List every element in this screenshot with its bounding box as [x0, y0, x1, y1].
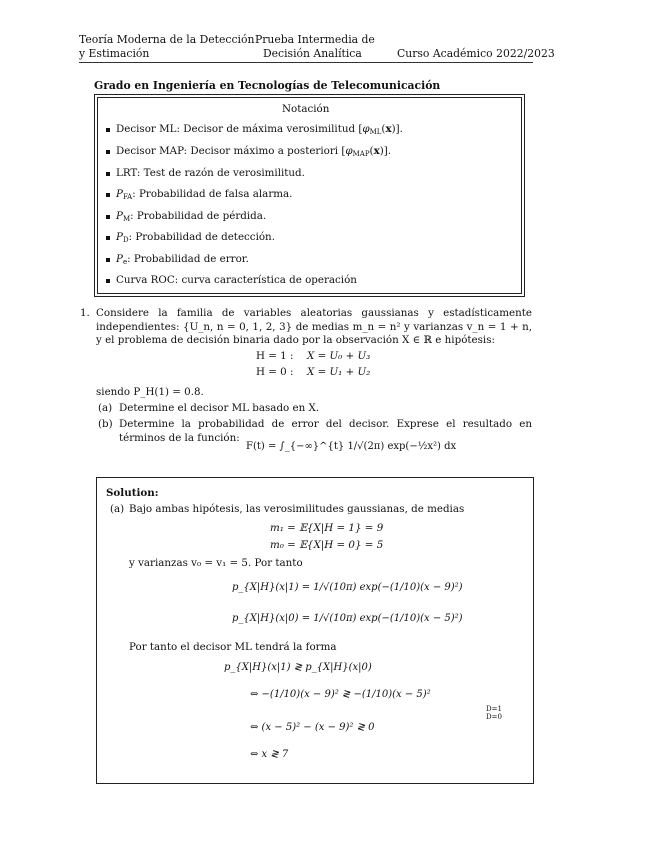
- hyp1-lhs: H = 1 :: [256, 350, 294, 362]
- notation-title: Notación: [282, 103, 330, 115]
- notation-item: $P_e$: Probabilidad de error.: [116, 253, 249, 266]
- part-b-text: Determine la probabilidad de error del decisor. Exprese el resultado en términos de la función:: [119, 418, 532, 444]
- bullet: [106, 279, 110, 283]
- ml-step-1: p_{X|H}(x|1) ≷ p_{X|H}(x|0): [224, 662, 372, 673]
- degree-title: Grado en Ingeniería en Tecnologías de Telecomunicación: [94, 79, 441, 92]
- decision-rule-legend: D=1 D=0: [486, 705, 502, 721]
- course-title: Teoría Moderna de la Detección y Estimación: [79, 33, 255, 60]
- prior-text: siendo P_H(1) = 0.8.: [96, 386, 204, 398]
- solution-title: Solution:: [106, 487, 159, 499]
- bullet: [106, 172, 110, 176]
- likelihood-h0: p_{X|H}(x|0) = 1/√(10π) exp(−(1/10)(x − 5)²): [232, 613, 463, 624]
- problem-number: 1.: [80, 307, 90, 319]
- bullet: [106, 236, 110, 240]
- problem-statement: Considere la familia de variables aleatorias gaussianas y estadísticamente independientes: {U_n, n = 0, 1, 2, 3} de medias m_n = n² y varianzas v_n = 1 + n, y el problema de decisión binaria dado por la observación X ∈ ℝ e hipótesis:: [96, 307, 532, 347]
- notation-item: $P_D$: Probabilidad de detección.: [116, 231, 275, 244]
- mean-h1: m₁ = 𝔼{X|H = 1} = 9: [270, 522, 384, 534]
- notation-item: Curva ROC: curva característica de operación: [116, 274, 357, 286]
- part-b-label: (b): [98, 418, 113, 430]
- notation-item: $P_{FA}$: Probabilidad de falsa alarma.: [116, 188, 293, 201]
- hyp0-lhs: H = 0 :: [256, 366, 294, 378]
- hyp0-rhs: X = U₁ + U₂: [307, 366, 371, 378]
- exam-title: Prueba Intermedia de Decisión Analítica: [255, 33, 375, 60]
- ml-form-text: Por tanto el decisor ML tendrá la forma: [129, 641, 337, 653]
- variances-text: y varianzas v₀ = v₁ = 5. Por tanto: [129, 557, 303, 569]
- notation-item: LRT: Test de razón de verosimilitud.: [116, 167, 305, 179]
- ml-step-4: ⇔ x ≷ 7: [250, 749, 289, 760]
- ml-step-3: ⇔ (x − 5)² − (x − 9)² ≷ 0: [250, 722, 375, 733]
- notation-item: $P_M$: Probabilidad de pérdida.: [116, 210, 267, 223]
- part-a-label: (a): [98, 402, 113, 414]
- notation-item: Decisor MAP: Decisor máximo a posteriori $[\varphi_{MAP}(x)]$.: [116, 145, 392, 158]
- academic-year: Curso Académico 2022/2023: [397, 47, 555, 60]
- bullet: [106, 215, 110, 219]
- bullet: [106, 150, 110, 154]
- bullet: [106, 258, 110, 262]
- notation-item: Decisor ML: Decisor de máxima verosimilitud $[\varphi_{ML}(x)]$.: [116, 123, 403, 136]
- hyp1-rhs: X = U₀ + U₃: [307, 350, 371, 362]
- function-formula: F(t) = ∫_{−∞}^{t} 1/√(2π) exp(−½x²) dx: [246, 441, 457, 452]
- solution-intro: Bajo ambas hipótesis, las verosimilitudes gaussianas, de medias: [129, 503, 465, 515]
- likelihood-h1: p_{X|H}(x|1) = 1/√(10π) exp(−(1/10)(x − 9)²): [232, 582, 463, 593]
- bullet: [106, 193, 110, 197]
- bullet: [106, 128, 110, 132]
- solution-part-label: (a): [110, 503, 125, 515]
- ml-step-2: ⇔ −(1/10)(x − 9)² ≷ −(1/10)(x − 5)²: [250, 689, 431, 700]
- part-a-text: Determine el decisor ML basado en X.: [119, 402, 320, 414]
- mean-h0: m₀ = 𝔼{X|H = 0} = 5: [270, 539, 384, 551]
- header-rule: [79, 62, 533, 63]
